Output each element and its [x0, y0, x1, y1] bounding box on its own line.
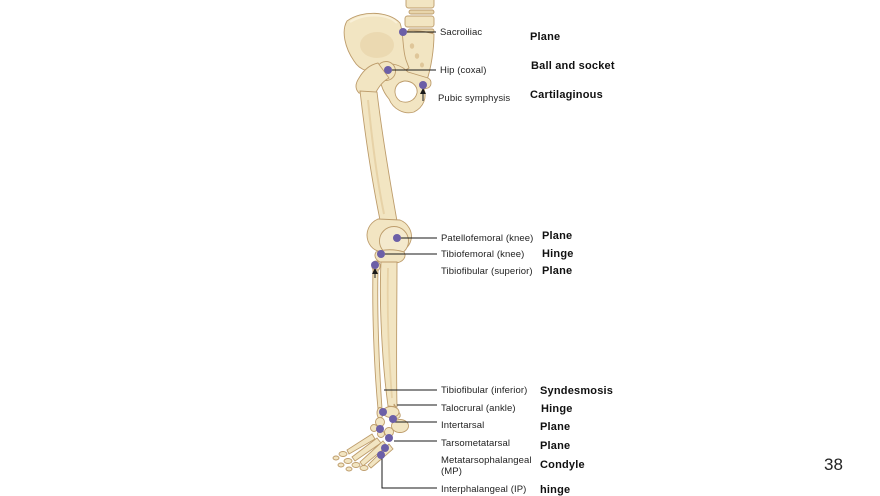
marker-intertarsal: [376, 425, 384, 433]
joint-type-tarsometatarsal: Plane: [540, 440, 571, 452]
joint-type-intertarsal: Plane: [540, 421, 571, 433]
marker-tibiofemoral: [377, 250, 385, 258]
joint-label-talocrural: Talocrural (ankle): [441, 403, 516, 414]
joint-type-talocrural: Hinge: [541, 403, 573, 415]
marker-hip: [384, 66, 392, 74]
joint-label-intertarsal: Intertarsal: [441, 420, 485, 431]
marker-tibiofibular-superior: [371, 261, 379, 269]
joint-type-hip: Ball and socket: [531, 60, 615, 72]
marker-sacroiliac: [399, 28, 407, 36]
marker-pubic-symphysis: [419, 81, 427, 89]
joint-type-patellofemoral: Plane: [542, 230, 573, 242]
bones-group: [333, 0, 434, 471]
joint-type-metatarsophalangeal: Condyle: [540, 459, 585, 471]
page-number: 38: [824, 455, 843, 474]
joint-type-pubic-symphysis: Cartilaginous: [530, 89, 603, 101]
joint-type-tibiofemoral: Hinge: [542, 248, 574, 260]
marker-talocrural-2: [389, 415, 397, 423]
joint-label-interphalangeal: Interphalangeal (IP): [441, 484, 527, 495]
joint-label-hip: Hip (coxal): [440, 65, 487, 76]
marker-tarsometatarsal: [385, 434, 393, 442]
marker-patellofemoral: [393, 234, 401, 242]
joint-type-sacroiliac: Plane: [530, 31, 561, 43]
joint-label-tibiofibular-superior: Tibiofibular (superior): [441, 266, 533, 277]
joint-label-tibiofibular-inferior: Tibiofibular (inferior): [441, 385, 528, 396]
joint-type-interphalangeal: hinge: [540, 484, 571, 496]
joint-type-tibiofibular-superior: Plane: [542, 265, 573, 277]
joint-label-metatarsophalangeal: Metatarsophalangeal (MP): [441, 455, 532, 477]
joint-label-tibiofemoral: Tibiofemoral (knee): [441, 249, 525, 260]
joint-label-patellofemoral: Patellofemoral (knee): [441, 233, 534, 244]
joint-label-sacroiliac: Sacroiliac: [440, 27, 483, 38]
joint-type-tibiofibular-inferior: Syndesmosis: [540, 385, 614, 397]
marker-interphalangeal: [377, 451, 385, 459]
joint-label-tarsometatarsal: Tarsometatarsal: [441, 438, 511, 449]
joint-label-pubic-symphysis: Pubic symphysis: [438, 93, 511, 104]
marker-talocrural-1: [379, 408, 387, 416]
marker-metatarsophalangeal: [381, 444, 389, 452]
